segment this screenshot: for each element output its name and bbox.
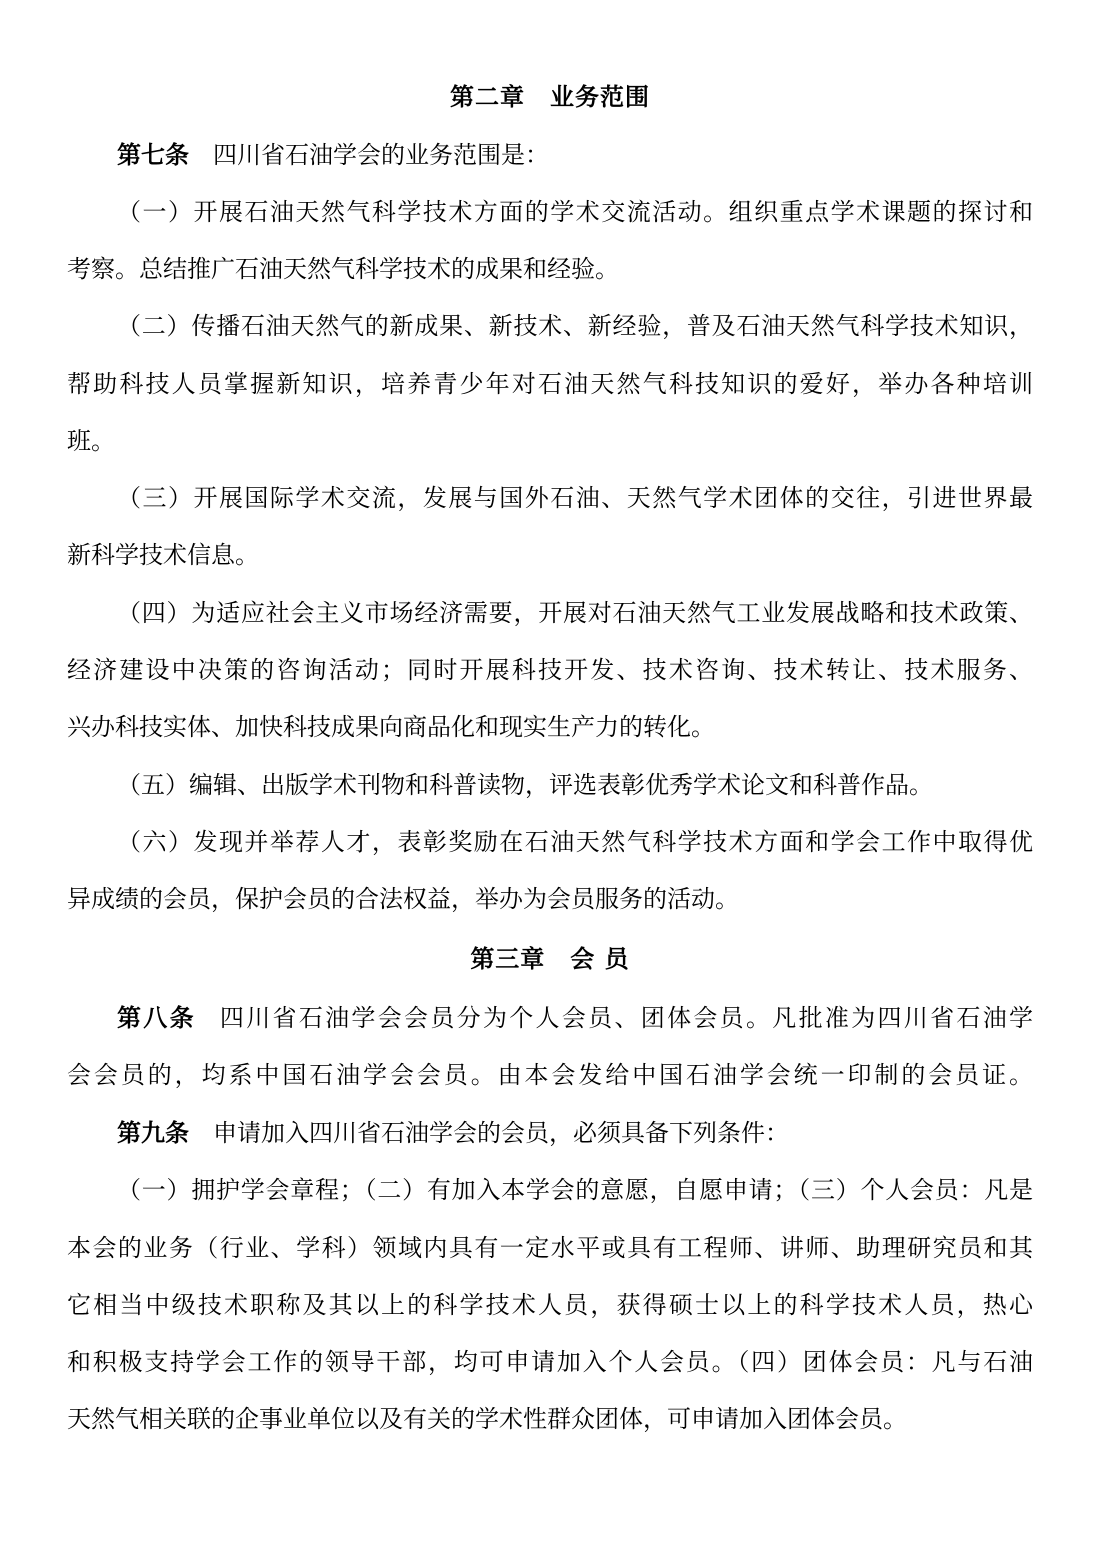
article-7-label: 第七条 xyxy=(117,141,189,169)
article-7 xyxy=(117,139,1033,171)
item-5-line-1: （五）编辑、出版学术刊物和科普读物，评选表彰优秀学术论文和科普作品。 xyxy=(117,771,933,799)
item-3-line-2: 新科学技术信息。 xyxy=(67,541,259,569)
article-9 xyxy=(117,1117,1033,1149)
chapter-2-title: 第二章 业务范围 xyxy=(450,83,650,111)
article-9-text: 申请加入四川省石油学会的会员，必须具备下列条件： xyxy=(213,1119,789,1147)
chapter-3-title: 第三章 会 员 xyxy=(470,945,630,973)
article-8-label: 第八条 xyxy=(117,1004,196,1032)
item-6-line-1: （六）发现并举荐人才，表彰奖励在石油天然气科学技术方面和学会工作中取得优 xyxy=(117,828,1033,856)
article-8-text-1: 四川省石油学会会员分为个人会员、团体会员。凡批准为四川省石油学 xyxy=(219,1004,1033,1032)
item-1-line-2: 考察。总结推广石油天然气科学技术的成果和经验。 xyxy=(67,255,619,283)
article-9-condition-line-2: 本会的业务（行业、学科）领域内具有一定水平或具有工程师、讲师、助理研究员和其 xyxy=(67,1234,1033,1262)
item-4-line-3: 兴办科技实体、加快科技成果向商品化和现实生产力的转化。 xyxy=(67,713,715,741)
article-9-label: 第九条 xyxy=(117,1119,189,1147)
item-2-line-2: 帮助科技人员掌握新知识，培养青少年对石油天然气科技知识的爱好，举办各种培训 xyxy=(67,370,1033,398)
item-4-line-2: 经济建设中决策的咨询活动；同时开展科技开发、技术咨询、技术转让、技术服务、 xyxy=(67,656,1033,684)
article-8-line-1 xyxy=(117,1002,1033,1034)
item-1-line-1: （一）开展石油天然气科学技术方面的学术交流活动。组织重点学术课题的探讨和 xyxy=(117,198,1033,226)
article-8-line-2: 会会员的，均系中国石油学会会员。由本会发给中国石油学会统一印制的会员证。 xyxy=(67,1061,1033,1089)
item-4-line-1: （四）为适应社会主义市场经济需要，开展对石油天然气工业发展战略和技术政策、 xyxy=(117,599,1033,627)
item-6-line-2: 异成绩的会员，保护会员的合法权益，举办为会员服务的活动。 xyxy=(67,885,739,913)
article-9-condition-line-4: 和积极支持学会工作的领导干部，均可申请加入个人会员。（四）团体会员：凡与石油 xyxy=(67,1348,1033,1376)
article-9-condition-line-5: 天然气相关联的企事业单位以及有关的学术性群众团体，可申请加入团体会员。 xyxy=(67,1405,907,1433)
article-9-condition-line-1: （一）拥护学会章程；（二）有加入本学会的意愿，自愿申请；（三）个人会员：凡是 xyxy=(117,1176,1033,1204)
item-3-line-1: （三）开展国际学术交流，发展与国外石油、天然气学术团体的交往，引进世界最 xyxy=(117,484,1033,512)
item-2-line-3: 班。 xyxy=(67,427,115,455)
item-2-line-1: （二）传播石油天然气的新成果、新技术、新经验，普及石油天然气科学技术知识， xyxy=(117,312,1033,340)
article-7-text: 四川省石油学会的业务范围是： xyxy=(213,141,549,169)
article-9-condition-line-3: 它相当中级技术职称及其以上的科学技术人员，获得硕士以上的科学技术人员，热心 xyxy=(67,1291,1033,1319)
